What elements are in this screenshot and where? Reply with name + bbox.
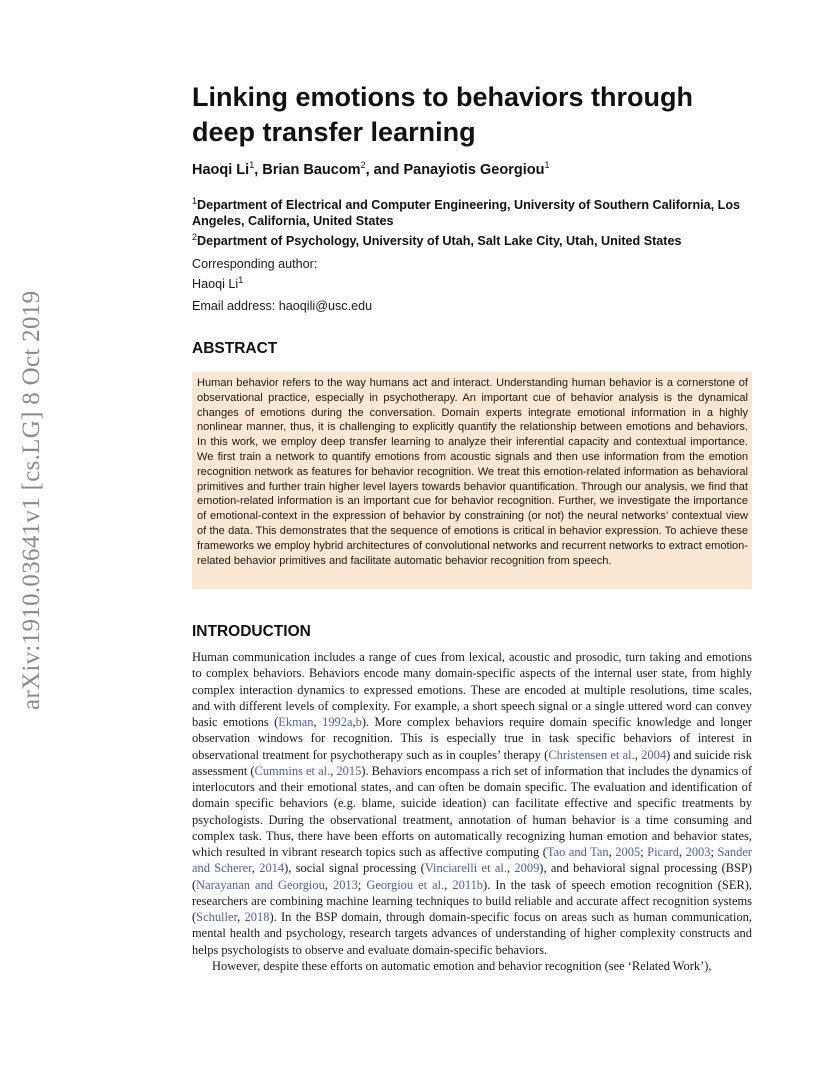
- text-run: ), social signal processing (: [284, 861, 425, 876]
- text-run: ), and behavioral signal processing (BSP) (: [192, 861, 753, 892]
- corresponding-author: [192, 256, 317, 292]
- citation-link[interactable]: 1992a: [322, 715, 353, 729]
- abstract-text: Human behavior refers to the way humans act and interact. Understanding human behavior is a cornerstone of observational practice, especially in psychotherapy. An important cue of behavior analysis is the dynamical changes of emotions during the conversation. Domain experts integrate emotional information in a highly nonlinear manner, thus, it is challenging to explicitly quantify the relationship between emotions and behaviors. In this work, we employ deep transfer learning to analyze their inferential capacity and contextual importance. We first train a network to quantify emotions from acoustic signals and then use information from the emotion recognition network as features for behavior recognition. We treat this emotion-related information as behavioral primitives and further train higher level layers towards behavior quantification. Through our analysis, we find that emotion-related information is an important cue for behavior recognition. Further, we investigate the importance of emotional-context in the expression of behavior by constraining (or not) the neural networks’ contextual view of the data. This demonstrates that the sequence of emotions is critical in behavior expression. To achieve these frameworks we employ hybrid architectures of convolutional networks and recurrent networks to extract emotion-related behavior primitives and facilitate automatic behavior recognition from speech.: [197, 377, 748, 567]
- author-affil-mark: 1: [544, 160, 550, 170]
- citation-link[interactable]: 2009: [514, 861, 540, 876]
- abstract-heading: ABSTRACT: [192, 340, 278, 357]
- text-run: ). In the task of speech emotion recognition (SER), researchers are combining machine learning techniques to build reliable and accurate affect recognition systems (: [192, 877, 752, 924]
- corresponding-name-line: [192, 272, 317, 292]
- corresponding-name: Haoqi Li: [192, 277, 239, 292]
- citation-link[interactable]: Tao and Tan: [546, 845, 609, 859]
- citation-link[interactable]: Christensen et al.: [548, 747, 635, 762]
- affiliation-text: Department of Psychology, University of Utah, Salt Lake City, Utah, United States: [197, 234, 682, 249]
- affiliations: [192, 193, 762, 249]
- email-address: Email address: haoqili@usc.edu: [192, 299, 373, 313]
- citation-link[interactable]: Vinciarelli et al.: [424, 861, 507, 876]
- introduction-heading: INTRODUCTION: [192, 623, 311, 640]
- citation-link[interactable]: Georgiou et al.: [366, 877, 445, 892]
- citation-link[interactable]: b: [355, 715, 362, 729]
- citation-link[interactable]: 2004: [641, 747, 667, 762]
- text-run: ,: [608, 845, 616, 859]
- text-run: ;: [640, 845, 648, 859]
- citation-link[interactable]: 2013: [332, 877, 358, 892]
- author-name: , Brian Baucom: [254, 161, 361, 178]
- paper-title: Linking emotions to behaviors through deep transfer learning: [192, 82, 694, 147]
- citation-link[interactable]: 2015: [336, 763, 362, 778]
- text-run: ,: [506, 861, 515, 876]
- text-run: ). In the BSP domain, through domain-specific focus on areas such as human communication, mental health and psychology, research targets advances of understanding of higher complexity constructs and helps psychologists to observe and evaluate domain-specific behaviors.: [192, 910, 752, 957]
- text-run: ;: [357, 877, 367, 892]
- text-run: ,: [237, 910, 245, 924]
- author-affil-mark: 2: [360, 160, 366, 170]
- text-run: ) and suicide risk assessment (: [192, 747, 752, 778]
- author-name: , and Panayiotis Georgiou: [365, 161, 545, 178]
- corresponding-affil-mark: 1: [238, 275, 244, 285]
- author-affil-mark: 1: [249, 160, 255, 170]
- text-run: ,: [352, 715, 356, 729]
- text-run: ;: [710, 845, 718, 859]
- arxiv-side-stamp: arXiv:1910.03641v1 [cs.LG] 8 Oct 2019: [18, 290, 45, 710]
- citation-link[interactable]: 2018: [244, 910, 270, 924]
- citation-link[interactable]: 2014: [259, 861, 285, 876]
- author-name: Haoqi Li: [192, 161, 250, 178]
- citation-link[interactable]: Picard: [647, 845, 679, 859]
- citation-link[interactable]: Narayanan and Georgiou: [196, 877, 325, 892]
- affil-mark: 2: [192, 232, 198, 243]
- abstract-box: [192, 372, 752, 589]
- text-run: Human communication includes a range of cues from lexical, acoustic and prosodic, turn taking and emotions to complex behaviors. Behaviors encode many domain-specific aspects of the internal user state, from highly complex interaction dynamics to expressed emotions. These are encoded at multiple resolutions, time scales, and with different levels of complexity. For example, a short speech signal or a single uttered word can convey basic emotions (: [192, 650, 752, 729]
- intro-paragraph-2: However, despite these efforts on automatic emotion and behavior recognition (see ‘Related Work’),: [212, 958, 712, 973]
- affiliation-1: [192, 193, 762, 229]
- citation-link[interactable]: Schuller: [196, 910, 238, 924]
- intro-paragraph-1: [192, 649, 752, 958]
- citation-link[interactable]: 2003: [685, 845, 711, 859]
- affiliation-text: Department of Electrical and Computer Engineering, University of Southern California, Los Angeles, California, United States: [192, 198, 741, 229]
- corresponding-label: Corresponding author:: [192, 257, 318, 271]
- affil-mark: 1: [192, 196, 198, 206]
- text-run: ,: [324, 877, 333, 892]
- text-run: ,: [330, 763, 337, 778]
- text-run: ,: [678, 845, 686, 859]
- affiliation-2: [192, 229, 762, 249]
- citation-link[interactable]: Ekman: [278, 715, 314, 729]
- author-list: [192, 160, 549, 178]
- citation-link[interactable]: 2005: [615, 845, 641, 859]
- text-run: ,: [444, 877, 453, 892]
- introduction-body: [192, 649, 752, 974]
- text-run: ). More complex behaviors require domain specific knowledge and longer observation windows for recognition. This is especially true in task specific behaviors of interest in observational treatment for psychotherapy such as in couples’ therapy (: [192, 715, 753, 762]
- text-run: ,: [634, 747, 642, 762]
- citation-link[interactable]: Cummins et al.: [254, 763, 331, 778]
- text-run: ). Behaviors encompass a rich set of information that includes the dynamics of interlocutors and their emotional states, and can often be domain specific. The evaluation and identification of domain specific behaviors (e.g. blame, suicide ideation) can facilitate effective and specific treatments by psychologists. During the observational treatment, annotation of human behavior is a time consuming and complex task. Thus, there have been efforts on automatically recognizing human emotion and behavior states, which resulted in vibrant research topics such as affective computing (: [192, 763, 752, 859]
- text-run: ,: [313, 715, 323, 729]
- citation-link[interactable]: Sander and Scherer: [192, 845, 753, 876]
- citation-link[interactable]: 2011b: [452, 877, 484, 892]
- text-run: ,: [251, 861, 260, 876]
